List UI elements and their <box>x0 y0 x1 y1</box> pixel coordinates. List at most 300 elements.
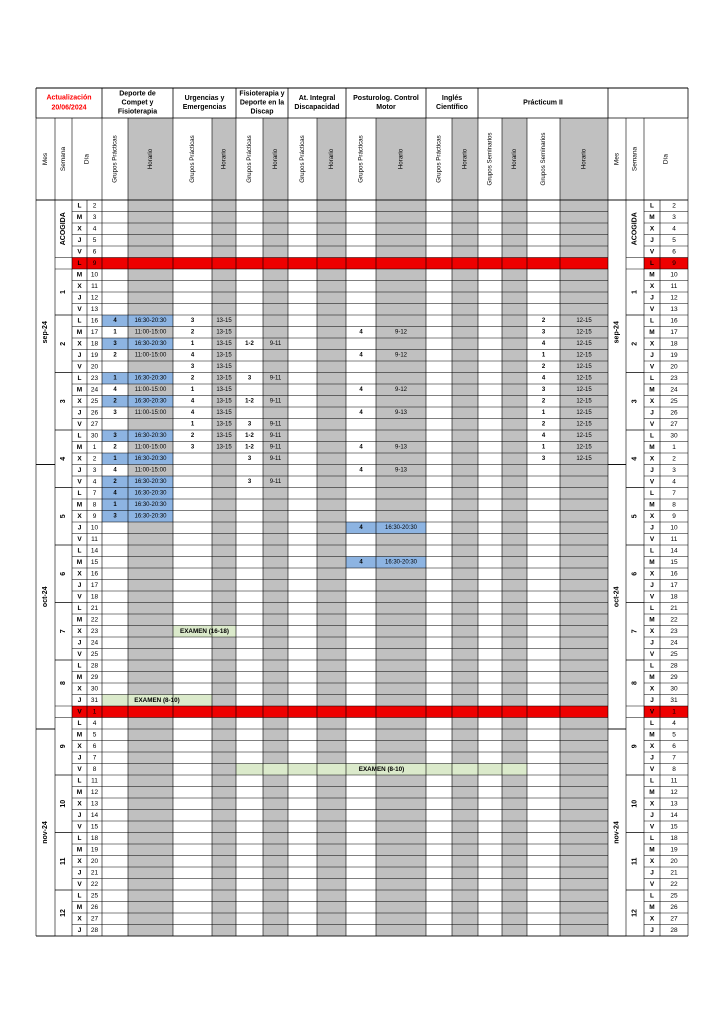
day-letter: X <box>77 570 82 578</box>
time-cell: 9-11 <box>269 421 282 428</box>
group-cell: 4 <box>113 467 117 474</box>
day-number-right: 27 <box>670 420 678 428</box>
group-cell: 3 <box>190 363 195 370</box>
day-letter: V <box>77 823 82 831</box>
exam-label: EXAMEN (16-18) <box>180 627 229 635</box>
day-letter: L <box>77 317 82 325</box>
day-number-right: 23 <box>670 374 678 382</box>
day-number: 31 <box>90 696 99 704</box>
day-letter: V <box>77 248 82 256</box>
week-label-right: 9 <box>631 744 639 749</box>
month-label: oct-24 <box>42 586 49 608</box>
group-cell: 2 <box>113 478 117 485</box>
day-letter-right: M <box>649 846 655 854</box>
day-letter-right: X <box>649 397 655 405</box>
group-cell: 2 <box>541 421 546 428</box>
month-label-right: sep-24 <box>613 321 621 344</box>
day-letter: V <box>77 535 82 543</box>
day-number-right: 4 <box>672 478 676 486</box>
group-cell: 3 <box>247 478 252 485</box>
day-number-right: 8 <box>672 765 676 773</box>
group-cell: 4 <box>359 409 363 416</box>
group-cell: 3 <box>190 317 195 324</box>
group-cell: 2 <box>541 317 546 324</box>
day-number-right: 7 <box>672 754 676 762</box>
day-number-right: 20 <box>670 363 678 371</box>
week-label-right: 8 <box>631 681 639 685</box>
time-cell: 9-11 <box>269 398 282 405</box>
header-grupos: Grupos Prácticas <box>111 135 119 183</box>
time-cell: 13-15 <box>216 398 232 405</box>
day-letter-right: L <box>650 432 654 440</box>
day-number-right: 19 <box>670 351 678 359</box>
day-number: 25 <box>90 892 99 900</box>
group-cell: 4 <box>190 352 195 359</box>
holiday-row <box>72 706 608 718</box>
time-cell: 11:00-15:00 <box>134 409 167 416</box>
subject-title: At. Integral <box>298 95 336 102</box>
day-letter: M <box>76 501 83 509</box>
week-label: 4 <box>60 456 67 461</box>
day-letter: X <box>77 742 82 750</box>
day-letter: J <box>77 926 82 934</box>
week-label-right: 12 <box>631 909 639 917</box>
day-letter: L <box>77 432 82 440</box>
time-cell: 12-15 <box>576 444 592 451</box>
day-number-right: 13 <box>670 305 678 313</box>
subject-title: Discap <box>250 108 274 116</box>
header-horario: Horario <box>147 148 154 170</box>
day-number-right: 18 <box>670 834 678 842</box>
day-letter: J <box>77 351 82 359</box>
header-dia: Día <box>83 153 91 165</box>
week-label: 12 <box>60 909 67 917</box>
day-letter: M <box>76 846 83 854</box>
time-cell: 11:00-15:00 <box>134 329 167 336</box>
day-letter: L <box>77 547 82 555</box>
group-cell: 1-2 <box>245 340 254 347</box>
group-cell: 4 <box>359 444 363 451</box>
day-number: 4 <box>92 478 97 486</box>
day-number: 18 <box>90 834 99 842</box>
group-cell: 1 <box>541 409 546 416</box>
exam-label: EXAMEN (8-10) <box>134 696 180 704</box>
time-cell: 12-15 <box>576 455 592 462</box>
header-horario: Horario <box>461 148 469 170</box>
day-number-right: 6 <box>672 742 676 750</box>
day-letter: M <box>76 788 83 796</box>
header-grupos: Grupos Prácticas <box>246 135 253 183</box>
group-cell: 4 <box>541 432 546 439</box>
day-letter: X <box>77 915 82 923</box>
time-cell: 13-15 <box>216 386 232 393</box>
schedule-gray-column <box>317 118 346 936</box>
day-letter: L <box>77 834 82 842</box>
day-number-right: 16 <box>670 570 678 578</box>
day-number: 25 <box>90 650 99 658</box>
day-number-right: 26 <box>670 903 678 911</box>
day-number: 9 <box>92 259 97 267</box>
time-cell: 9-11 <box>269 375 282 382</box>
day-number: 2 <box>92 202 97 210</box>
subject-title: Fisioterapia y <box>239 90 285 98</box>
group-cell: 1 <box>541 352 546 359</box>
schedule-gray-column <box>263 118 288 936</box>
day-number: 29 <box>90 673 99 681</box>
day-number: 13 <box>90 305 99 313</box>
schedule-gray-column <box>502 118 527 936</box>
day-number: 14 <box>90 547 99 555</box>
week-label: 2 <box>60 341 67 346</box>
day-number-right: 19 <box>670 846 678 854</box>
day-letter: J <box>77 581 82 589</box>
day-letter-right: J <box>650 639 654 647</box>
group-cell: 2 <box>113 444 117 451</box>
day-letter-right: V <box>649 420 655 428</box>
day-number-right: 7 <box>672 489 676 497</box>
day-letter-right: M <box>649 616 655 624</box>
day-letter: L <box>77 259 82 267</box>
day-letter: M <box>76 443 83 451</box>
group-cell: 2 <box>541 363 546 370</box>
group-cell: 3 <box>247 375 252 382</box>
header-semana-right: Semana <box>631 146 639 172</box>
header-grupos: Grupos Prácticas <box>357 135 365 183</box>
day-letter-right: X <box>649 455 655 463</box>
week-label: 7 <box>60 629 67 634</box>
group-cell: 1 <box>113 455 117 462</box>
day-letter-right: V <box>649 593 655 601</box>
day-number-right: 16 <box>670 317 678 325</box>
group-cell: 3 <box>247 455 252 462</box>
day-number: 28 <box>90 662 99 670</box>
day-letter: L <box>77 662 82 670</box>
day-letter: X <box>77 800 82 808</box>
update-label: Actualización <box>46 94 92 102</box>
group-cell: 4 <box>541 375 546 382</box>
day-number: 6 <box>92 248 97 256</box>
day-number-right: 29 <box>670 673 678 681</box>
day-number: 11 <box>91 282 98 290</box>
day-letter-right: V <box>649 880 655 888</box>
day-letter: M <box>76 213 83 221</box>
day-number-right: 27 <box>670 915 678 923</box>
group-cell: 4 <box>190 409 195 416</box>
header-grupos: Grupos Prácticas <box>189 135 196 183</box>
week-label-right: 5 <box>631 514 639 519</box>
day-letter-right: V <box>649 650 655 658</box>
day-number: 6 <box>92 742 97 750</box>
header-mes: Mes <box>42 152 49 166</box>
day-letter-right: X <box>649 915 655 923</box>
group-cell: 4 <box>359 329 363 336</box>
day-number: 25 <box>90 397 99 405</box>
day-letter-right: V <box>649 765 655 773</box>
time-cell: 12-15 <box>576 340 592 347</box>
day-number: 13 <box>90 800 99 808</box>
day-letter-right: M <box>649 271 655 279</box>
day-number-right: 31 <box>670 696 678 704</box>
day-letter: V <box>77 363 82 371</box>
time-cell: 12-15 <box>576 421 592 428</box>
day-letter-right: J <box>650 466 654 474</box>
day-number-right: 5 <box>672 236 676 244</box>
time-cell: 12-15 <box>576 375 592 382</box>
day-letter-right: L <box>650 719 654 727</box>
day-letter: M <box>76 616 83 624</box>
day-letter-right: M <box>649 443 655 451</box>
group-cell: 1 <box>113 329 117 336</box>
day-letter-right: M <box>649 903 655 911</box>
group-cell: 3 <box>541 329 546 336</box>
group-cell: 4 <box>113 386 117 393</box>
day-number-right: 24 <box>670 639 678 647</box>
day-number: 30 <box>90 685 99 693</box>
day-letter-right: M <box>649 558 655 566</box>
time-cell: 11:00-15:00 <box>134 386 167 393</box>
day-number-right: 14 <box>670 811 678 819</box>
day-number-right: 20 <box>670 857 678 865</box>
day-letter-right: M <box>649 731 655 739</box>
day-letter-right: J <box>650 294 654 302</box>
day-letter: L <box>77 489 82 497</box>
day-number-right: 26 <box>670 409 678 417</box>
time-cell: 11:00-15:00 <box>134 444 167 451</box>
day-letter-right: M <box>649 386 655 394</box>
time-cell: 12-15 <box>576 398 592 405</box>
schedule-gray-column <box>128 118 173 936</box>
day-letter: M <box>76 271 83 279</box>
group-cell: 3 <box>541 455 546 462</box>
day-number: 16 <box>90 570 99 578</box>
month-label-right: nov-24 <box>613 821 621 844</box>
group-cell: 2 <box>113 352 117 359</box>
group-cell: 2 <box>113 398 117 405</box>
day-number-right: 28 <box>670 926 678 934</box>
day-letter: L <box>77 892 82 900</box>
day-letter-right: V <box>649 823 655 831</box>
day-letter: J <box>77 236 82 244</box>
day-number: 9 <box>92 512 97 520</box>
group-cell: 3 <box>113 409 117 416</box>
day-letter-right: J <box>650 811 654 819</box>
day-number: 5 <box>92 731 97 739</box>
day-number: 4 <box>92 719 97 727</box>
day-letter-right: L <box>650 662 654 670</box>
week-label: 11 <box>60 857 67 865</box>
day-letter: J <box>77 869 82 877</box>
day-number: 1 <box>92 443 97 451</box>
group-cell: 1 <box>113 375 117 382</box>
header-horario: Horario <box>272 148 279 170</box>
week-label: 1 <box>60 290 67 294</box>
day-number-right: 11 <box>670 535 678 543</box>
day-letter-right: M <box>649 328 655 336</box>
time-cell: 16:30-20:30 <box>134 340 167 347</box>
header-dia-right: Día <box>662 153 670 165</box>
day-number-right: 18 <box>670 593 678 601</box>
day-letter-right: L <box>650 317 654 325</box>
subject-title: Compet y <box>121 99 154 107</box>
day-number: 12 <box>90 788 99 796</box>
holiday-row <box>72 258 608 270</box>
day-letter-right: L <box>650 259 654 267</box>
day-letter-right: X <box>649 742 655 750</box>
day-letter-right: X <box>649 225 655 233</box>
day-letter-right: J <box>650 754 654 762</box>
time-cell: 9-12 <box>394 352 408 359</box>
time-cell: 16:30-20:30 <box>134 513 167 520</box>
time-cell: 13-15 <box>216 444 232 451</box>
day-letter-right: M <box>649 213 655 221</box>
day-letter-right: X <box>649 857 655 865</box>
day-number: 4 <box>92 225 97 233</box>
group-cell: 1 <box>190 421 195 428</box>
day-number: 17 <box>90 328 99 336</box>
day-number: 19 <box>90 351 99 359</box>
time-cell: 13-15 <box>216 352 232 359</box>
day-number-right: 10 <box>670 524 678 532</box>
day-letter: M <box>76 558 83 566</box>
day-letter-right: L <box>650 489 654 497</box>
day-number: 27 <box>90 420 99 428</box>
subject-title: Discapacidad <box>294 104 340 111</box>
day-letter-right: X <box>649 512 655 520</box>
subject-title: Prácticum II <box>523 99 563 107</box>
day-number-right: 14 <box>670 547 678 555</box>
day-letter-right: J <box>650 351 654 359</box>
subject-title: Deporte de <box>119 90 156 98</box>
day-number-right: 12 <box>670 294 678 302</box>
time-cell: 9-13 <box>394 444 408 451</box>
day-letter: V <box>77 650 82 658</box>
day-letter: V <box>77 765 82 773</box>
subject-title: Fisioterapia <box>117 108 158 116</box>
day-letter-right: V <box>649 708 655 716</box>
month-label: nov-24 <box>42 821 49 844</box>
group-cell: 4 <box>359 559 363 566</box>
day-number-right: 13 <box>670 800 678 808</box>
week-label: 5 <box>60 514 67 519</box>
time-cell: 12-15 <box>576 432 592 439</box>
day-number: 10 <box>90 271 99 279</box>
group-cell: 4 <box>190 398 195 405</box>
day-number-right: 2 <box>672 202 676 210</box>
day-number-right: 12 <box>670 788 678 796</box>
time-cell: 13-15 <box>216 340 232 347</box>
group-cell: 1 <box>113 501 117 508</box>
day-letter-right: J <box>650 696 654 704</box>
time-cell: 9-12 <box>394 386 408 393</box>
day-number-right: 1 <box>672 443 676 451</box>
group-cell: 1 <box>541 444 546 451</box>
day-letter: J <box>77 696 82 704</box>
day-letter: V <box>77 593 82 601</box>
day-number: 7 <box>92 489 97 497</box>
subject-title: Urgencias y <box>184 95 225 102</box>
week-label: 6 <box>60 571 67 576</box>
day-letter-right: L <box>650 547 654 555</box>
time-cell: 9-11 <box>269 432 282 439</box>
day-letter-right: V <box>649 478 655 486</box>
week-label-right: 7 <box>631 629 639 634</box>
day-letter: J <box>77 811 82 819</box>
day-number-right: 9 <box>672 259 676 267</box>
day-letter-right: X <box>649 340 655 348</box>
time-cell: 12-15 <box>576 409 592 416</box>
group-cell: 3 <box>247 421 252 428</box>
group-cell: 3 <box>113 340 117 347</box>
time-cell: 16:30-20:30 <box>134 375 167 382</box>
week-label: 9 <box>60 744 67 749</box>
day-number-right: 17 <box>670 328 678 336</box>
time-cell: 9-11 <box>269 340 282 347</box>
time-cell: 12-15 <box>576 363 592 370</box>
week-label-right: 2 <box>631 341 639 346</box>
group-cell: 4 <box>359 467 363 474</box>
day-letter-right: L <box>650 834 654 842</box>
day-number-right: 21 <box>670 869 678 877</box>
subject-title: Emergencias <box>182 104 227 111</box>
day-number: 20 <box>90 857 99 865</box>
day-letter: J <box>77 639 82 647</box>
day-number: 19 <box>90 846 99 854</box>
time-cell: 16:30-20:30 <box>384 524 418 531</box>
time-cell: 13-15 <box>216 317 232 324</box>
day-number: 8 <box>92 765 97 773</box>
time-cell: 13-15 <box>216 375 232 382</box>
day-number: 20 <box>90 363 99 371</box>
week-label-right: ACOGIDA <box>631 212 639 246</box>
month-label: sep-24 <box>42 321 49 344</box>
time-cell: 12-15 <box>576 329 592 336</box>
day-letter: X <box>77 857 82 865</box>
day-letter-right: M <box>649 501 655 509</box>
time-cell: 13-15 <box>216 329 232 336</box>
day-number-right: 2 <box>672 455 676 463</box>
day-number-right: 10 <box>670 271 678 279</box>
day-letter-right: L <box>650 202 654 210</box>
day-number-right: 28 <box>670 662 678 670</box>
day-letter: X <box>77 512 82 520</box>
time-cell: 16:30-20:30 <box>134 432 167 439</box>
schedule-gray-column <box>452 118 478 936</box>
day-number-right: 3 <box>672 213 676 221</box>
header-horario: Horario <box>511 148 518 170</box>
day-number-right: 1 <box>672 708 676 716</box>
day-number-right: 4 <box>672 719 676 727</box>
group-cell: 3 <box>541 386 546 393</box>
day-letter-right: V <box>649 535 655 543</box>
day-letter-right: X <box>649 627 655 635</box>
day-number: 3 <box>92 466 97 474</box>
group-cell: 1-2 <box>245 398 254 405</box>
day-number-right: 22 <box>670 616 678 624</box>
day-letter-right: L <box>650 604 654 612</box>
time-cell: 9-11 <box>269 444 282 451</box>
day-letter: X <box>77 340 82 348</box>
day-number-right: 21 <box>670 604 678 612</box>
day-number: 27 <box>90 915 99 923</box>
day-letter-right: L <box>650 374 654 382</box>
day-number: 22 <box>90 616 99 624</box>
group-cell: 2 <box>190 432 195 439</box>
time-cell: 13-15 <box>216 421 232 428</box>
day-number: 11 <box>91 535 98 543</box>
day-letter-right: X <box>649 685 655 693</box>
day-number: 1 <box>92 708 97 716</box>
day-letter: X <box>77 455 82 463</box>
